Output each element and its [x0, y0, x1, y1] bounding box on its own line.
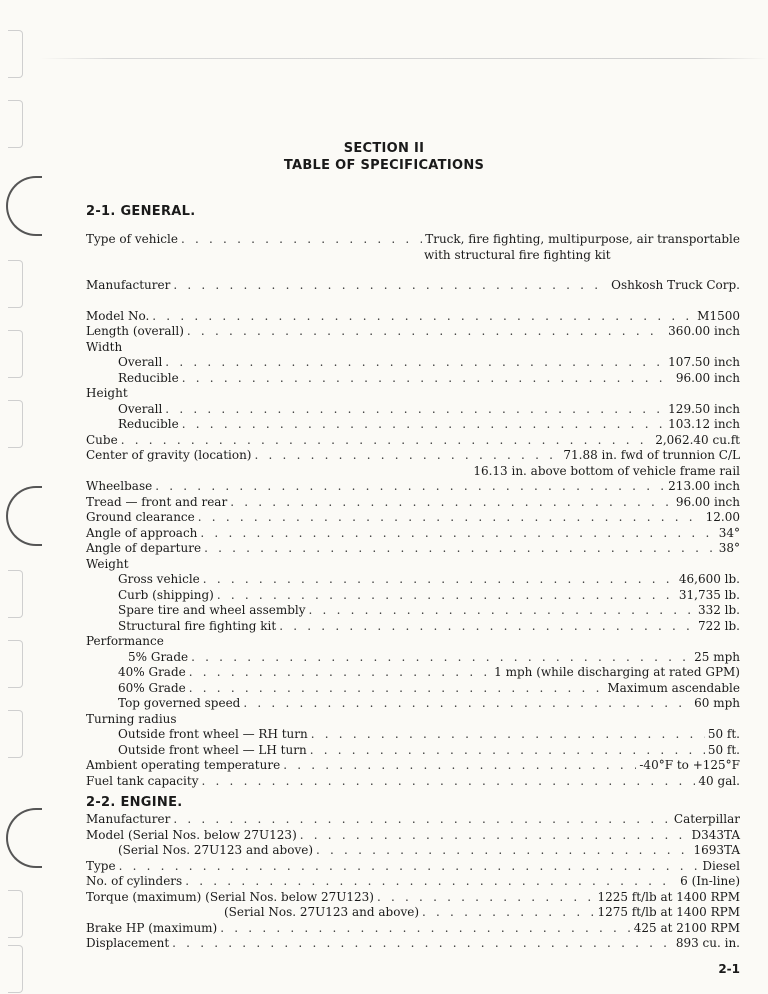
- spec-label: Brake HP (maximum): [86, 920, 218, 935]
- spec-label: Reducible: [118, 370, 179, 385]
- binder-tab: [8, 945, 23, 993]
- spec-row-approach: [86, 526, 740, 542]
- spec-row-model: [86, 309, 740, 325]
- spec-value: 2,062.40 cu.ft: [655, 432, 740, 447]
- spec-row-rh-turn: [86, 727, 740, 743]
- engine-specs: [86, 812, 740, 952]
- spec-label: Structural fire fighting kit: [118, 618, 277, 633]
- spec-value: 6 (In-line): [680, 874, 740, 888]
- spec-value: 31,735 lb.: [678, 587, 740, 602]
- spec-value: 40 gal.: [698, 773, 740, 788]
- spec-value: Oshkosh Truck Corp.: [611, 278, 740, 292]
- spec-value: 50 ft.: [707, 727, 740, 741]
- spec-value: 25 mph: [694, 649, 740, 664]
- engine-heading: 2-2. ENGINE.: [86, 795, 183, 810]
- general-heading: 2-1. GENERAL.: [86, 204, 196, 219]
- spec-value: 71.88 in. fwd of trunnion C/L: [563, 448, 740, 462]
- spec-value: 213.00 inch: [668, 479, 740, 493]
- spec-value-cont: 16.13 in. above bottom of vehicle frame rail: [473, 463, 740, 478]
- spec-group-height: Height: [86, 386, 128, 400]
- spec-row-topspeed: [86, 696, 740, 712]
- spec-row-spare: [86, 603, 740, 619]
- spec-label: 5% Grade: [128, 649, 189, 664]
- spec-row-cog: [86, 448, 740, 464]
- spec-group-weight: Weight: [86, 556, 129, 571]
- spec-value: 722 lb.: [697, 618, 740, 633]
- spec-label: Ground clearance: [86, 510, 195, 524]
- spec-label: Manufacturer: [86, 812, 171, 826]
- spec-value: Diesel: [702, 858, 740, 873]
- spec-value: 107.50 inch: [668, 355, 740, 369]
- spec-label: Angle of departure: [86, 541, 202, 555]
- spec-label: Model No.: [86, 308, 150, 323]
- spec-label: Overall: [118, 401, 163, 416]
- spec-row-clearance: [86, 510, 740, 526]
- spec-group-turning: Turning radius: [86, 711, 177, 726]
- binder-tab: [8, 570, 23, 618]
- spec-value: Maximum ascendable: [607, 680, 740, 695]
- spec-row-height-reducible: [86, 417, 740, 433]
- spec-row-curb: [86, 588, 740, 604]
- spec-label: No. of cylinders: [86, 874, 183, 888]
- spec-label: 60% Grade: [118, 680, 186, 695]
- spec-value: 129.50 inch: [668, 401, 740, 416]
- spec-row-height-overall: [86, 402, 740, 418]
- spec-row-engine-torque2: [86, 905, 740, 921]
- spec-value: 34°: [718, 525, 740, 540]
- spec-row-grade60: [86, 681, 740, 697]
- spec-row-engine-manufacturer: [86, 812, 740, 828]
- spec-value: D343TA: [691, 827, 740, 842]
- binder-tab: [8, 400, 23, 448]
- spec-label: Model (Serial Nos. below 27U123): [86, 827, 297, 842]
- spec-row-cube: [86, 433, 740, 449]
- spec-group-performance: Performance: [86, 634, 164, 648]
- spec-value-cont: with structural fire fighting kit: [424, 247, 611, 262]
- spec-label: (Serial Nos. 27U123 and above): [118, 843, 313, 857]
- spec-value: -40°F to +125°F: [639, 758, 740, 772]
- page-number: 2-1: [718, 962, 740, 976]
- spec-row-engine-torque: [86, 890, 740, 906]
- spec-value: 12.00: [705, 510, 740, 524]
- spec-label: Torque (maximum) (Serial Nos. below 27U123): [86, 889, 374, 904]
- spec-row-lh-turn: [86, 743, 740, 759]
- spec-label: Reducible: [118, 417, 179, 431]
- spec-label: Cube: [86, 432, 118, 447]
- spec-label: Center of gravity (location): [86, 448, 252, 462]
- spec-value: 1693TA: [693, 843, 740, 857]
- spec-value: 1225 ft/lb at 1400 RPM: [597, 889, 740, 904]
- spec-label: Length (overall): [86, 324, 184, 338]
- spec-value: 96.00 inch: [675, 494, 740, 509]
- spec-label: Manufacturer: [86, 278, 171, 292]
- spec-value: 46,600 lb.: [678, 572, 740, 586]
- spec-row-departure: [86, 541, 740, 557]
- spec-label: Gross vehicle: [118, 572, 200, 586]
- spec-row-tread: [86, 495, 740, 511]
- spec-value: M1500: [697, 308, 740, 323]
- spec-value: 96.00 inch: [675, 370, 740, 385]
- binder-ring: [6, 808, 42, 868]
- spec-row-engine-cylinders: [86, 874, 740, 890]
- spec-label: Fuel tank capacity: [86, 773, 199, 788]
- binder-tab: [8, 640, 23, 688]
- spec-row-engine-model2: [86, 843, 740, 859]
- spec-value: 893 cu. in.: [675, 936, 740, 950]
- spec-value: 50 ft.: [707, 742, 740, 757]
- spec-row-engine-model: [86, 828, 740, 844]
- spec-row-ambient: [86, 758, 740, 774]
- spec-row-width-reducible: [86, 371, 740, 387]
- binder-tab: [8, 710, 23, 758]
- spec-value: Truck, fire fighting, multipurpose, air transportable: [425, 232, 740, 246]
- spec-row-grade40: [86, 665, 740, 681]
- spec-label: Wheelbase: [86, 479, 153, 493]
- spec-row-length: [86, 324, 740, 340]
- general-specs: [86, 232, 740, 789]
- spec-label: (Serial Nos. 27U123 and above): [224, 905, 419, 919]
- spec-row-grade5: [86, 650, 740, 666]
- page-title: TABLE OF SPECIFICATIONS: [283, 158, 485, 173]
- spec-label: Angle of approach: [86, 525, 198, 540]
- spec-label: Overall: [118, 355, 163, 369]
- binder-tab: [8, 330, 23, 378]
- spec-value: 425 at 2100 RPM: [633, 920, 740, 935]
- spec-value: 103.12 inch: [668, 417, 740, 431]
- spec-row-kit: [86, 619, 740, 635]
- spec-label: Outside front wheel — LH turn: [118, 742, 307, 757]
- spec-label: Ambient operating temperature: [86, 758, 281, 772]
- binder-tab: [8, 890, 23, 938]
- spec-value: 360.00 inch: [668, 324, 740, 338]
- spec-value: 60 mph: [694, 696, 740, 710]
- spec-value: 38°: [718, 541, 740, 555]
- spec-row-wheelbase: [86, 479, 740, 495]
- spec-row-width-overall: [86, 355, 740, 371]
- binder-ring: [6, 176, 42, 236]
- spec-label: Type: [86, 858, 116, 873]
- binder-tab: [8, 30, 23, 78]
- spec-group-width: Width: [86, 339, 123, 354]
- spec-label: Top governed speed: [118, 696, 241, 710]
- spec-row-gross: [86, 572, 740, 588]
- spec-value: 332 lb.: [697, 603, 740, 617]
- spec-value: Caterpillar: [673, 812, 740, 826]
- spec-label: Spare tire and wheel assembly: [118, 603, 306, 617]
- spec-row-engine-displacement: [86, 936, 740, 952]
- section-label: SECTION II: [343, 141, 425, 156]
- spec-row-type: [86, 232, 740, 248]
- binder-tab: [8, 260, 23, 308]
- top-rule: [40, 58, 768, 59]
- spec-value: 1275 ft/lb at 1400 RPM: [597, 905, 740, 919]
- spec-row-fuel: [86, 774, 740, 790]
- spec-row-manufacturer: [86, 278, 740, 294]
- spec-row-engine-hp: [86, 921, 740, 937]
- spec-label: 40% Grade: [118, 665, 186, 679]
- spec-label: Curb (shipping): [118, 587, 214, 602]
- spec-label: Outside front wheel — RH turn: [118, 727, 308, 741]
- spec-label: Displacement: [86, 936, 170, 950]
- spec-label: Type of vehicle: [86, 232, 178, 246]
- binder-ring: [6, 486, 42, 546]
- title-block: [0, 140, 768, 174]
- spec-value: 1 mph (while discharging at rated GPM): [494, 665, 740, 679]
- spec-row-engine-type: [86, 859, 740, 875]
- spec-label: Tread — front and rear: [86, 494, 228, 509]
